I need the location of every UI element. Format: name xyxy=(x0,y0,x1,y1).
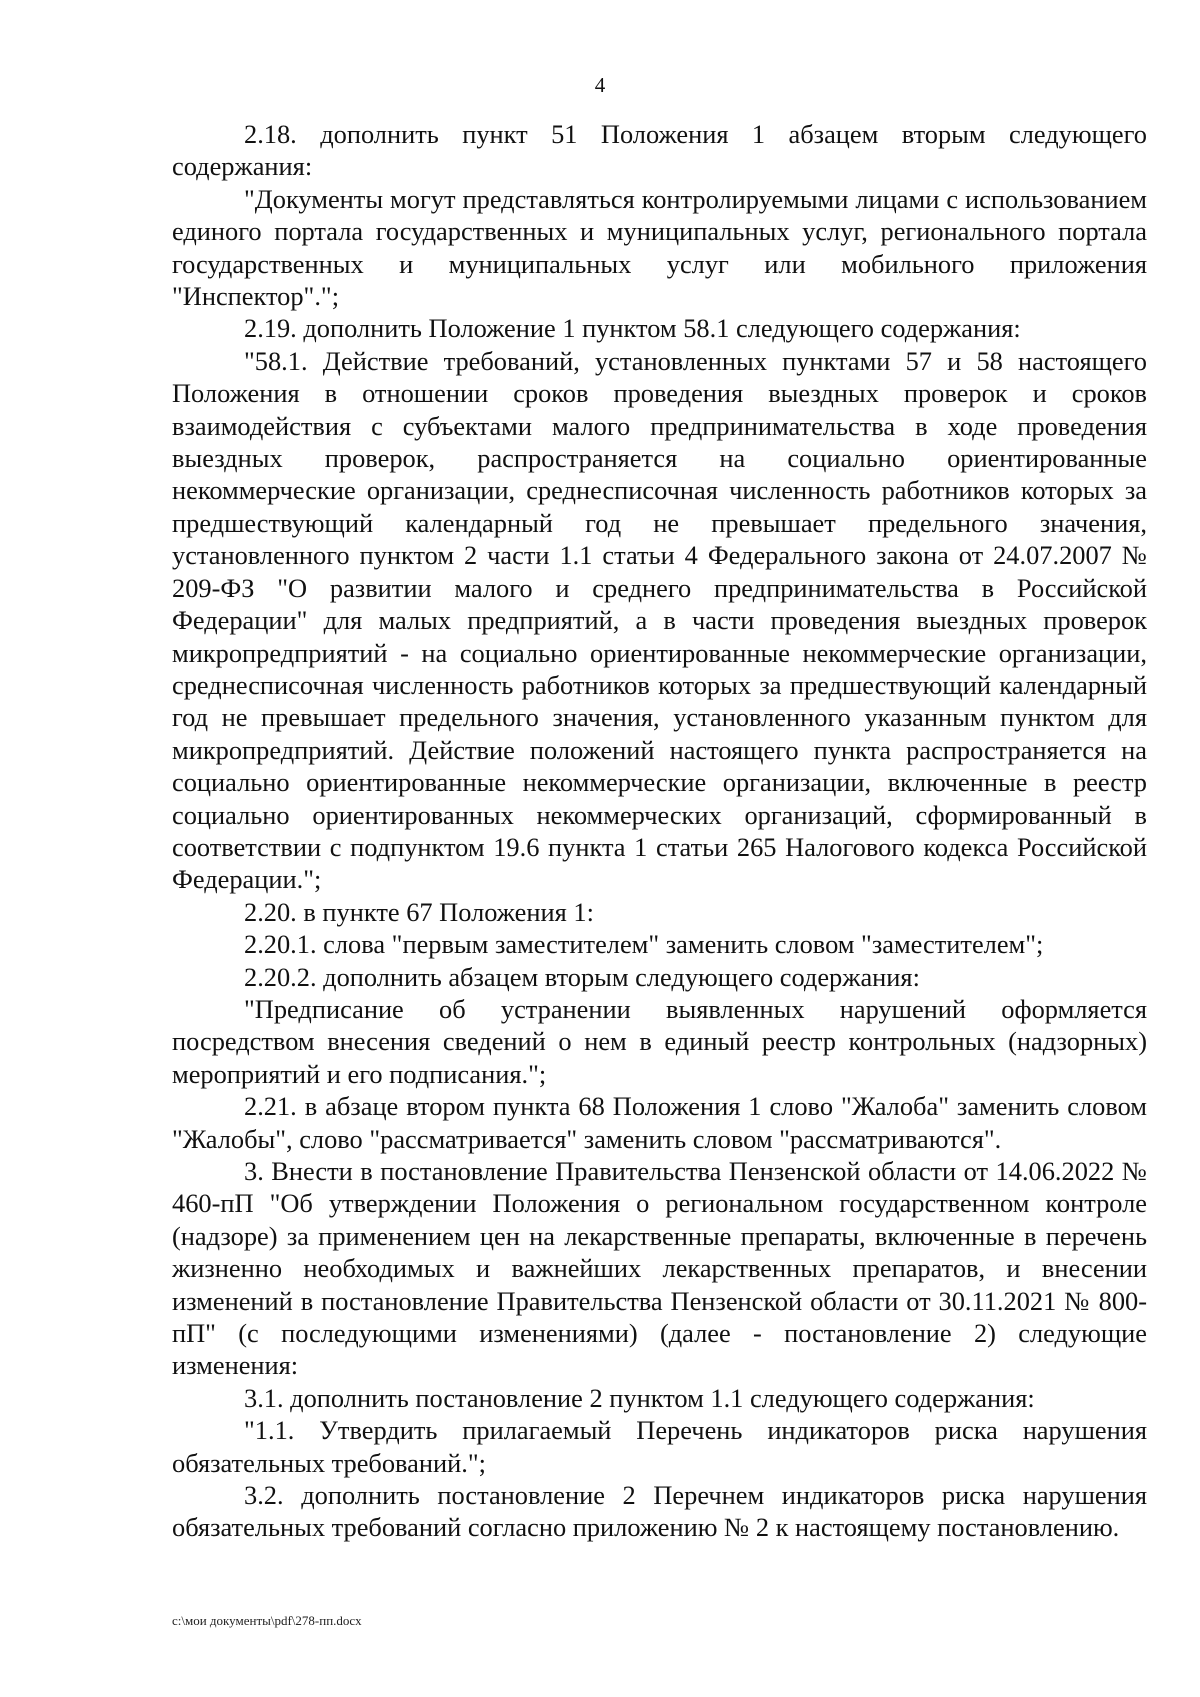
paragraph-2-18-quote: "Документы могут представляться контролируемыми лицами с использованием единого портала государственных и муниципальных услуг, регионального портала государственных и муниципальных услуг или мобильного приложения "Инспектор"."; xyxy=(172,183,1147,312)
paragraph-2-21: 2.21. в абзаце втором пункта 68 Положения 1 слово "Жалоба" заменить словом "Жалобы", слово "рассматривается" заменить словом "рассматриваются". xyxy=(172,1091,1147,1154)
paragraph-2-20-2: 2.20.2. дополнить абзацем вторым следующего содержания: xyxy=(244,961,920,992)
paragraph-3-1: 3.1. дополнить постановление 2 пунктом 1.1 следующего содержания: xyxy=(244,1382,1035,1413)
page-number: 4 xyxy=(594,73,606,97)
paragraph-2-20: 2.20. в пункте 67 Положения 1: xyxy=(244,896,594,927)
paragraph-58-1-quote: "58.1. Действие требований, установленных пунктами 57 и 58 настоящего Положения в отношении сроков проведения выездных проверок и сроков взаимодействия с субъектами малого предпринимательства в ходе проведения выездных проверок, распространяется на социально ориентированные некоммерческие организации, среднесписочная численность работников которых за предшествующий календарный год не превышает предельного значения, установленного пунктом 2 части 1.1 статьи 4 Федерального закона от 24.07.2007 № 209-ФЗ "О развитии малого и среднего предпринимательства в Российской Федерации" для малых предприятий, а в части проведения выездных проверок микропредприятий - на социально ориентированные некоммерческие организации, среднесписочная численность работников которых за предшествующий календарный год не превышает предельного значения, установленного указанным пунктом для микропредприятий. Действие положений настоящего пункта распространяется на социально ориентированные некоммерческие организации, включенные в реестр социально ориентированных некоммерческих организаций, сформированный в соответствии с подпунктом 19.6 пункта 1 статьи 265 Налогового кодекса Российской Федерации."; xyxy=(172,345,1147,895)
paragraph-2-18: 2.18. дополнить пункт 51 Положения 1 абзацем вторым следующего содержания: xyxy=(172,119,1147,182)
paragraph-2-20-1: 2.20.1. слова "первым заместителем" заменить словом "заместителем"; xyxy=(244,929,1044,960)
paragraph-3-1-quote: "1.1. Утвердить прилагаемый Перечень индикаторов риска нарушения обязательных требований."; xyxy=(172,1415,1147,1478)
paragraph-3: 3. Внести в постановление Правительства Пензенской области от 14.06.2022 № 460-пП "Об утверждении Положения о региональном государственном контроле (надзоре) за применением цен на лекарственные препараты, включенные в перечень жизненно необходимых и важнейших лекарственных препаратов, и внесении изменений в постановление Правительства Пензенской области от 30.11.2021 № 800-пП" (с последующими изменениями) (далее - постановление 2) следующие изменения: xyxy=(172,1156,1147,1381)
paragraph-3-2: 3.2. дополнить постановление 2 Перечнем индикаторов риска нарушения обязательных требований согласно приложению № 2 к настоящему постановлению. xyxy=(172,1480,1147,1543)
document-body xyxy=(172,118,1147,1544)
footer-file-path: c:\мои документы\pdf\278-пп.docx xyxy=(172,1613,362,1628)
paragraph-2-20-2-quote: "Предписание об устранении выявленных нарушений оформляется посредством внесения сведений о нем в единый реестр контрольных (надзорных) мероприятий и его подписания."; xyxy=(172,993,1147,1089)
paragraph-2-19: 2.19. дополнить Положение 1 пунктом 58.1 следующего содержания: xyxy=(244,313,1021,344)
